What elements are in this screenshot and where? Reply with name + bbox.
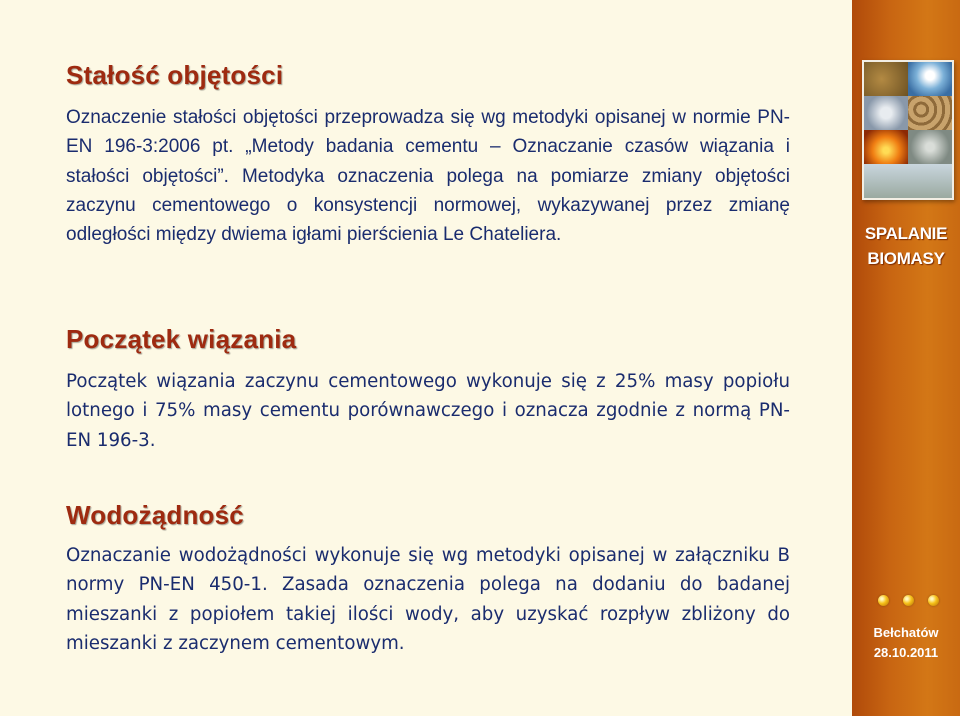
section-heading-setting-start: Początek wiązania xyxy=(66,324,297,354)
logo-line-1: SPALANIE xyxy=(864,224,948,243)
section-heading-water-demand: Wodożądność xyxy=(66,500,244,530)
section-heading-volume-stability: Stałość objętości xyxy=(66,60,284,90)
biomass-photo-collage xyxy=(862,60,954,200)
photo-power-plant xyxy=(908,130,952,164)
section-body-water-demand: Oznaczanie wodożądności wykonuje się wg metodyki opisanej w załączniku B normy PN-EN 450-1. Zasada oznaczenia polega na dodaniu do badanej mieszanki z popiołem takiej ilości wody, aby uzyskać rozpływ zbliżony do mieszanki z zaczynem cementowym. xyxy=(66,545,790,654)
dot-icon xyxy=(928,595,939,606)
logo-line-2: BIOMASY xyxy=(867,249,945,268)
decorative-dots xyxy=(874,595,944,609)
photo-wood-logs xyxy=(908,96,952,130)
photo-steam xyxy=(864,96,908,130)
section-body-volume-stability: Oznaczenie stałości objętości przeprowadza się wg metodyki opisanej w normie PN-EN 196-3:2006 pt. „Metody badania cementu – Oznaczanie czasów wiązania i stałości objętości”. Metodyka oznaczenia polega na pomiarze zmiany objętości zaczynu cementowego o konsystencji normowej, wykazywanej przez zmianę odległości między dwiema igłami pierścienia Le Chateliera. xyxy=(66,107,790,246)
dot-icon xyxy=(878,595,889,606)
photo-light-bulb xyxy=(908,62,952,96)
photo-landscape xyxy=(864,164,952,198)
sidebar xyxy=(852,0,960,716)
event-location: Bełchatów xyxy=(873,625,939,640)
photo-fire xyxy=(864,130,908,164)
section-body-setting-start: Początek wiązania zaczynu cementowego wykonuje się z 25% masy popiołu lotnego i 75% masy cementu porównawczego i oznacza zgodnie z normą PN-EN 196-3. xyxy=(66,371,790,451)
dot-icon xyxy=(903,595,914,606)
event-date: 28.10.2011 xyxy=(873,645,939,660)
photo-wheat xyxy=(864,62,908,96)
